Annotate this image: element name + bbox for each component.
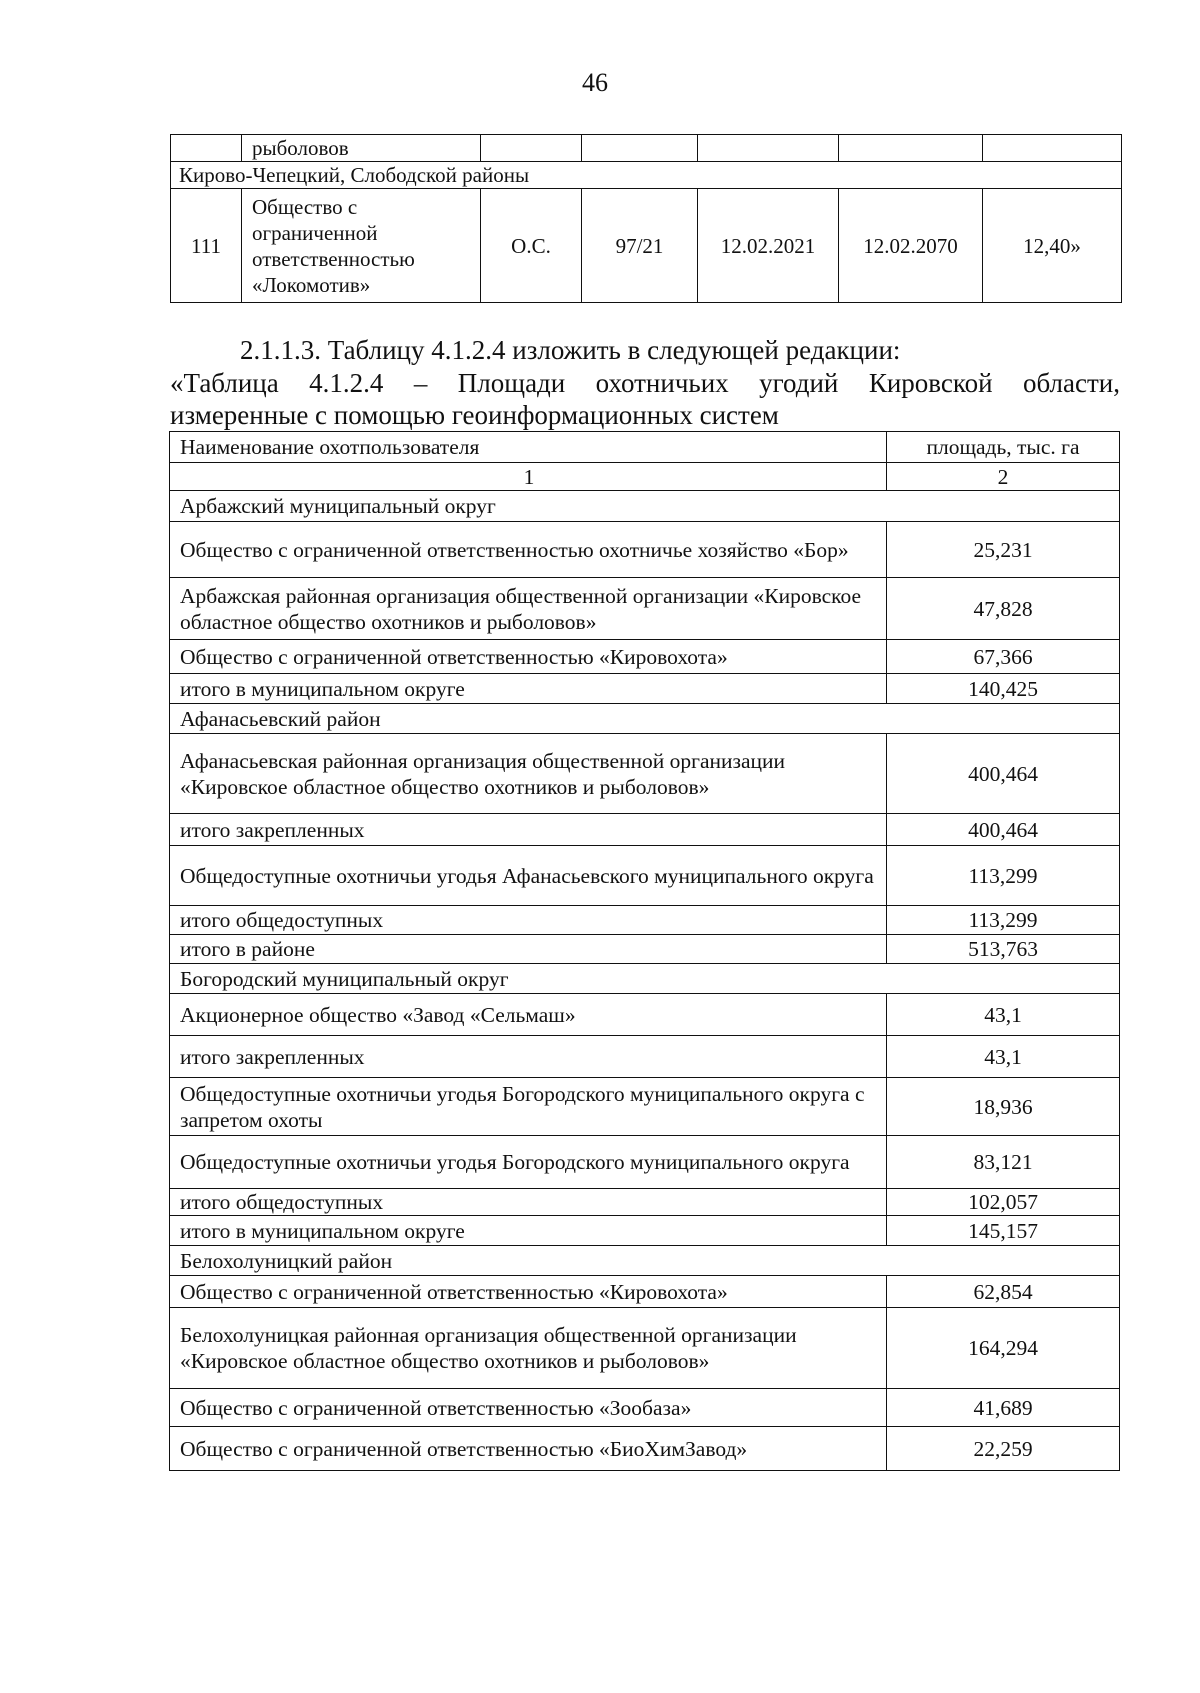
column-index-row — [170, 463, 1120, 491]
organization-name: Общество с ограниченной ответственностью «Кировохота» — [170, 1276, 887, 1308]
continuation-text: рыболовов — [242, 135, 481, 162]
area-value: 18,936 — [887, 1078, 1120, 1136]
table-row — [170, 906, 1120, 935]
area-value: 113,299 — [887, 906, 1120, 935]
paragraph-line-3: измеренные с помощью геоинформационных систем — [170, 400, 779, 430]
table-row — [170, 814, 1120, 846]
table-row — [170, 1216, 1120, 1246]
table-row — [170, 734, 1120, 814]
table-row — [170, 994, 1120, 1036]
region-label: Кирово-Чепецкий, Слободской районы — [171, 162, 1122, 189]
table-row — [170, 1308, 1120, 1389]
organization-name: итого общедоступных — [170, 1189, 887, 1216]
section-title: Афанасьевский район — [170, 704, 1120, 734]
organization-name: Общество с ограниченной ответственностью «Зообаза» — [170, 1389, 887, 1427]
section-title: Богородский муниципальный округ — [170, 964, 1120, 994]
table-header-row — [170, 432, 1120, 463]
table-row — [170, 640, 1120, 674]
organization-name: Общедоступные охотничьи угодья Богородского муниципального округа с запретом охоты — [170, 1078, 887, 1136]
organization-name: Белохолуницкая районная организация общественной организации «Кировское областное общество охотников и рыболовов» — [170, 1308, 887, 1389]
top-continuation-table — [170, 134, 1122, 303]
table-row — [170, 1036, 1120, 1078]
area-value: 113,299 — [887, 846, 1120, 906]
area-value: 62,854 — [887, 1276, 1120, 1308]
organization-name: Акционерное общество «Завод «Сельмаш» — [170, 994, 887, 1036]
section-title: Белохолуницкий район — [170, 1246, 1120, 1276]
date-from-cell: 12.02.2021 — [698, 189, 839, 303]
table-row — [170, 1427, 1120, 1471]
organization-name: итого в районе — [170, 935, 887, 964]
table-row — [170, 522, 1120, 578]
area-value: 22,259 — [887, 1427, 1120, 1471]
column-header-name: Наименование охотпользователя — [170, 432, 887, 463]
area-value: 400,464 — [887, 814, 1120, 846]
section-row — [170, 491, 1120, 522]
area-value: 102,057 — [887, 1189, 1120, 1216]
table-row — [170, 1276, 1120, 1308]
table-row — [170, 846, 1120, 906]
organization-name: Общество с ограниченной ответственностью охотничье хозяйство «Бор» — [170, 522, 887, 578]
organization-name: итого в муниципальном округе — [170, 1216, 887, 1246]
organization-name: Общество с ограниченной ответственностью «Локомотив» — [242, 189, 481, 303]
date-to-cell: 12.02.2070 — [839, 189, 983, 303]
area-value: 164,294 — [887, 1308, 1120, 1389]
column-index-1: 1 — [170, 463, 887, 491]
section-title: Арбажский муниципальный округ — [170, 491, 1120, 522]
area-cell: 12,40» — [983, 189, 1122, 303]
section-row — [170, 964, 1120, 994]
organization-name: Общество с ограниченной ответственностью «Кировохота» — [170, 640, 887, 674]
table-row — [171, 189, 1122, 303]
area-value: 41,689 — [887, 1389, 1120, 1427]
section-row — [170, 1246, 1120, 1276]
table-row — [171, 135, 1122, 162]
region-row — [171, 162, 1122, 189]
table-row — [170, 935, 1120, 964]
table-row — [170, 578, 1120, 640]
organization-name: итого закрепленных — [170, 814, 887, 846]
column-header-area: площадь, тыс. га — [887, 432, 1120, 463]
table-row — [170, 1389, 1120, 1427]
hunting-areas-table — [169, 431, 1120, 1471]
organization-name: Общедоступные охотничьи угодья Афанасьевского муниципального округа — [170, 846, 887, 906]
area-value: 43,1 — [887, 1036, 1120, 1078]
organization-name: итого общедоступных — [170, 906, 887, 935]
area-value: 25,231 — [887, 522, 1120, 578]
table-row — [170, 1136, 1120, 1189]
row-number: 111 — [171, 189, 242, 303]
column-index-2: 2 — [887, 463, 1120, 491]
table-row — [170, 1078, 1120, 1136]
organization-name: Афанасьевская районная организация общественной организации «Кировское областное общество охотников и рыболовов» — [170, 734, 887, 814]
table-row — [170, 674, 1120, 704]
area-value: 83,121 — [887, 1136, 1120, 1189]
page-number: 46 — [582, 68, 608, 97]
organization-name: Общество с ограниченной ответственностью «БиоХимЗавод» — [170, 1427, 887, 1471]
organization-name: Арбажская районная организация общественной организации «Кировское областное общество охотников и рыболовов» — [170, 578, 887, 640]
code-cell: О.С. — [481, 189, 582, 303]
area-value: 513,763 — [887, 935, 1120, 964]
table-row — [170, 1189, 1120, 1216]
paragraph-line-2: «Таблица 4.1.2.4 – Площади охотничьих угодий Кировской области, — [170, 368, 1120, 398]
paragraph-line-1: 2.1.1.3. Таблицу 4.1.2.4 изложить в следующей редакции: — [240, 335, 901, 365]
organization-name: итого закрепленных — [170, 1036, 887, 1078]
area-value: 145,157 — [887, 1216, 1120, 1246]
area-value: 43,1 — [887, 994, 1120, 1036]
area-value: 140,425 — [887, 674, 1120, 704]
area-value: 67,366 — [887, 640, 1120, 674]
area-value: 400,464 — [887, 734, 1120, 814]
organization-name: Общедоступные охотничьи угодья Богородского муниципального округа — [170, 1136, 887, 1189]
registration-cell: 97/21 — [582, 189, 698, 303]
area-value: 47,828 — [887, 578, 1120, 640]
organization-name: итого в муниципальном округе — [170, 674, 887, 704]
section-row — [170, 704, 1120, 734]
